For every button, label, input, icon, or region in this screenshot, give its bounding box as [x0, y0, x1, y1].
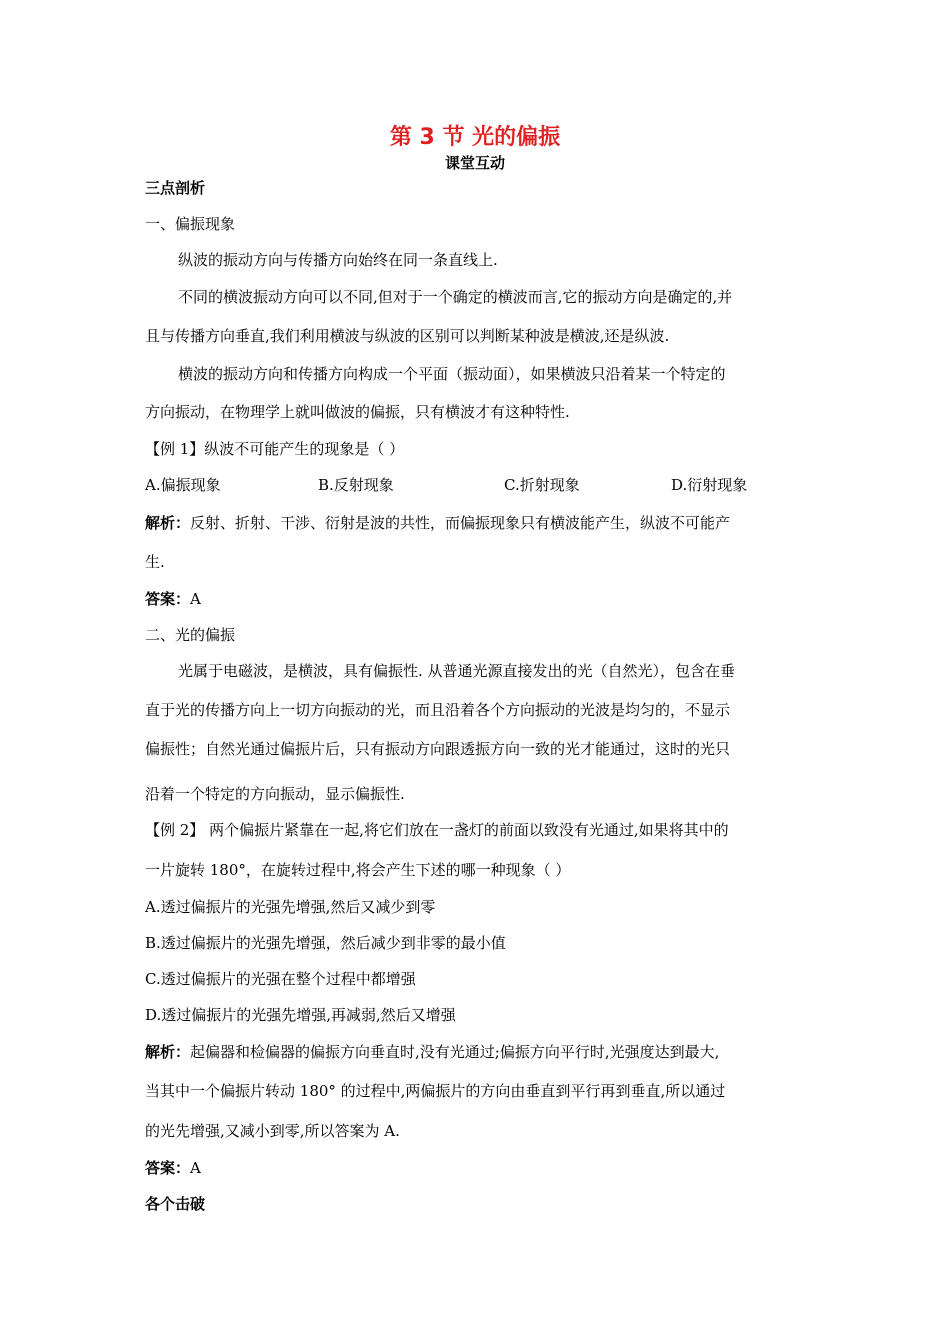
example1-analysis-line-1	[145, 513, 815, 533]
section-heading-analysis: 三点剖析	[145, 179, 206, 197]
example2-analysis-line-1	[145, 1042, 815, 1062]
example1-analysis-text: 反射、折射、干涉、衍射是波的共性，而偏振现象只有横波能产生，纵波不可能产	[190, 514, 731, 532]
example2-option-d: D.透过偏振片的光强先增强,再减弱,然后又增强	[145, 1006, 456, 1024]
part1-heading: 一、偏振现象	[145, 215, 236, 233]
part2-paragraph-line-2: 直于光的传播方向上一切方向振动的光，而且沿着各个方向振动的光波是均匀的，不显示	[145, 701, 731, 719]
example2-option-a: A.透过偏振片的光强先增强,然后又减少到零	[145, 898, 436, 916]
part1-paragraph-3-line-2: 方向振动，在物理学上就叫做波的偏振，只有横波才有这种特性.	[145, 403, 570, 421]
example2-question-line-2: 一片旋转 180°，在旋转过程中,将会产生下述的哪一种现象（ ）	[145, 861, 571, 879]
example2-answer	[145, 1158, 815, 1178]
example2-option-b: B.透过偏振片的光强先增强，然后减少到非零的最小值	[145, 934, 506, 952]
part2-paragraph-line-3: 偏振性；自然光通过偏振片后，只有振动方向跟透振方向一致的光才能通过，这时的光只	[145, 740, 731, 758]
part1-paragraph-2-line-1: 不同的横波振动方向可以不同,但对于一个确定的横波而言,它的振动方向是确定的,并	[178, 288, 733, 306]
example1-option-a: A.偏振现象	[145, 476, 221, 494]
example2-analysis-text: 起偏器和检偏器的偏振方向垂直时,没有光通过;偏振方向平行时,光强度达到最大,	[190, 1043, 720, 1061]
example2-option-c: C.透过偏振片的光强在整个过程中都增强	[145, 970, 416, 988]
example2-analysis-line-2: 当其中一个偏振片转动 180° 的过程中,两偏振片的方向由垂直到平行再到垂直,所以通过	[145, 1082, 726, 1100]
page-title: 第 3 节 光的偏振	[389, 125, 561, 150]
example1-answer-value: A	[190, 590, 201, 608]
example2-answer-label: 答案：	[145, 1159, 191, 1177]
part1-paragraph-2-line-2: 且与传播方向垂直,我们利用横波与纵波的区别可以判断某种波是横波,还是纵波.	[145, 327, 670, 345]
example2-analysis-line-3: 的光先增强,又减小到零,所以答案为 A.	[145, 1122, 400, 1140]
example1-option-b: B.反射现象	[318, 476, 394, 494]
page-subtitle: 课堂互动	[444, 154, 505, 172]
example1-analysis-line-2: 生.	[145, 553, 165, 571]
example2-analysis-label: 解析：	[145, 1043, 191, 1061]
example1-option-c: C.折射现象	[504, 476, 580, 494]
example1-answer	[145, 589, 815, 609]
example1-analysis-label: 解析：	[145, 514, 191, 532]
part2-paragraph-line-1: 光属于电磁波，是横波，具有偏振性. 从普通光源直接发出的光（自然光），包含在垂	[178, 662, 736, 680]
part2-paragraph-line-4: 沿着一个特定的方向振动，显示偏振性.	[145, 785, 405, 803]
example2-question-line-1: 【例 2】 两个偏振片紧靠在一起,将它们放在一盏灯的前面以致没有光通过,如果将其中的	[145, 821, 729, 839]
example2-answer-value: A	[190, 1159, 201, 1177]
section-heading-practice: 各个击破	[145, 1195, 206, 1213]
example1-answer-label: 答案：	[145, 590, 191, 608]
example1-option-d: D.衍射现象	[671, 476, 748, 494]
part1-paragraph-3-line-1: 横波的振动方向和传播方向构成一个平面（振动面），如果横波只沿着某一个特定的	[178, 365, 726, 383]
example1-question: 【例 1】纵波不可能产生的现象是（ ）	[145, 440, 405, 458]
part2-heading: 二、光的偏振	[145, 626, 236, 644]
part1-paragraph-1: 纵波的振动方向与传播方向始终在同一条直线上.	[178, 251, 498, 269]
